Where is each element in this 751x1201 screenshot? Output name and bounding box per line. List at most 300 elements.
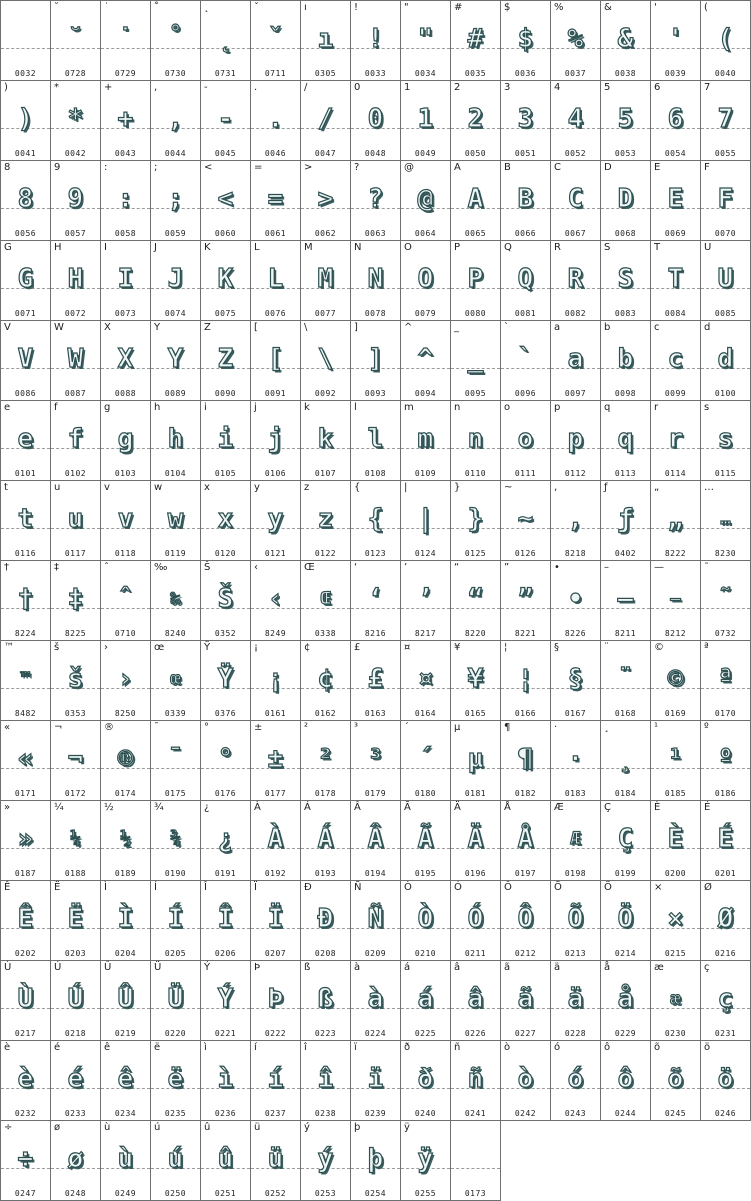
glyph-cell — [700, 640, 751, 721]
glyph-cell — [550, 1040, 601, 1121]
glyph-sample: è — [17, 1064, 34, 1094]
glyph-sample: $ — [517, 24, 534, 54]
glyph-label: = — [254, 162, 263, 173]
glyph-label: î — [304, 1042, 307, 1053]
glyph-cell — [300, 640, 351, 721]
glyph-cell — [500, 1040, 551, 1121]
glyph-code: 0063 — [364, 229, 387, 238]
glyph-cell — [150, 480, 201, 561]
glyph-sample: Ö — [617, 904, 634, 934]
glyph-code: 0085 — [714, 309, 737, 318]
glyph-cell — [650, 640, 701, 721]
glyph-cell — [350, 640, 401, 721]
glyph-cell — [0, 1040, 51, 1121]
glyph-sample: ä — [567, 984, 584, 1014]
glyph-cell — [100, 160, 151, 241]
glyph-label: Ú — [54, 962, 62, 973]
glyph-sample: d — [717, 344, 734, 374]
glyph-sample: ˛ — [217, 24, 234, 54]
glyph-cell — [200, 320, 251, 401]
glyph-code: 0248 — [64, 1189, 87, 1198]
glyph-cell — [450, 400, 501, 481]
glyph-sample: V — [17, 344, 34, 374]
glyph-code: 0112 — [564, 469, 587, 478]
glyph-label: z — [304, 482, 310, 493]
glyph-code: 0165 — [464, 709, 487, 718]
glyph-label: ÷ — [4, 1122, 13, 1133]
glyph-label: û — [204, 1122, 211, 1133]
glyph-cell — [550, 640, 601, 721]
glyph-code: 0710 — [114, 629, 137, 638]
glyph-cell — [150, 1040, 201, 1121]
glyph-code: 0065 — [464, 229, 487, 238]
glyph-sample: É — [717, 824, 734, 854]
glyph-code: 0183 — [564, 789, 587, 798]
glyph-label: º — [704, 722, 709, 733]
glyph-code: 0196 — [464, 869, 487, 878]
glyph-sample: - — [217, 104, 234, 134]
glyph-cell — [150, 240, 201, 321]
glyph-cell — [650, 0, 701, 81]
glyph-sample: A — [467, 184, 484, 214]
glyph-code: 0177 — [264, 789, 287, 798]
glyph-sample: w — [167, 504, 184, 534]
glyph-sample: ¾ — [170, 829, 181, 849]
glyph-sample: ¿ — [217, 824, 234, 854]
glyph-sample: ± — [267, 744, 284, 774]
glyph-cell — [50, 80, 101, 161]
glyph-label: ^ — [404, 322, 413, 333]
glyph-cell — [0, 720, 51, 801]
glyph-sample: ´ — [417, 744, 434, 774]
glyph-label: } — [454, 482, 461, 493]
glyph-label: + — [104, 82, 113, 93]
glyph-code: 0056 — [14, 229, 37, 238]
glyph-label: ‰ — [154, 562, 168, 573]
glyph-code: 0228 — [564, 1029, 587, 1038]
glyph-label: ) — [4, 82, 8, 93]
glyph-code: 0252 — [264, 1189, 287, 1198]
glyph-sample: ™ — [20, 669, 31, 689]
glyph-sample: Ÿ — [217, 664, 234, 694]
glyph-label: Õ — [554, 882, 562, 893]
glyph-sample: s — [717, 424, 734, 454]
glyph-label: ] — [354, 322, 358, 333]
glyph-label: ü — [254, 1122, 261, 1133]
glyph-cell — [650, 800, 701, 881]
glyph-sample: ô — [617, 1064, 634, 1094]
glyph-label: ¸ — [604, 722, 609, 733]
glyph-label: x — [204, 482, 210, 493]
glyph-cell — [250, 1120, 301, 1201]
glyph-cell — [350, 400, 401, 481]
glyph-sample: l — [367, 424, 384, 454]
glyph-sample: q — [617, 424, 634, 454]
glyph-cell — [500, 320, 551, 401]
glyph-sample: S — [617, 264, 634, 294]
glyph-cell — [700, 0, 751, 81]
glyph-cell — [700, 400, 751, 481]
glyph-sample: ß — [317, 984, 334, 1014]
glyph-cell — [200, 960, 251, 1041]
glyph-cell — [150, 320, 201, 401]
glyph-cell — [200, 0, 251, 81]
glyph-label: 9 — [54, 162, 61, 173]
glyph-label: w — [154, 482, 163, 493]
glyph-cell — [550, 80, 601, 161]
glyph-label: ¢ — [304, 642, 311, 653]
glyph-code: 0034 — [414, 69, 437, 78]
glyph-cell — [400, 160, 451, 241]
glyph-cell — [550, 160, 601, 241]
glyph-sample: 8 — [17, 184, 34, 214]
glyph-code: 0206 — [214, 949, 237, 958]
glyph-label: ¨ — [604, 642, 609, 653]
glyph-code: 0052 — [564, 149, 587, 158]
glyph-sample: † — [17, 584, 34, 614]
glyph-code: 0190 — [164, 869, 187, 878]
glyph-label: ƒ — [604, 482, 608, 493]
glyph-label: ˛ — [204, 2, 209, 13]
glyph-code: 8230 — [714, 549, 737, 558]
glyph-sample: + — [117, 104, 134, 134]
glyph-sample: Æ — [570, 829, 581, 849]
glyph-sample: à — [367, 984, 384, 1014]
glyph-code: 0120 — [214, 549, 237, 558]
glyph-code: 0195 — [414, 869, 437, 878]
glyph-sample: é — [67, 1064, 84, 1094]
glyph-sample: ù — [117, 1144, 134, 1174]
glyph-label: ; — [154, 162, 158, 173]
glyph-label: ý — [304, 1122, 310, 1133]
glyph-label: › — [104, 642, 108, 653]
glyph-code: 0170 — [714, 709, 737, 718]
glyph-cell — [600, 320, 651, 401]
glyph-sample: ¤ — [417, 664, 434, 694]
glyph-sample: ' — [667, 24, 684, 54]
glyph-code: 0207 — [264, 949, 287, 958]
glyph-code: 0210 — [414, 949, 437, 958]
glyph-label: ¾ — [154, 802, 164, 813]
glyph-code: 0050 — [464, 149, 487, 158]
glyph-code: 0033 — [364, 69, 387, 78]
glyph-label: & — [604, 2, 612, 13]
glyph-label: k — [304, 402, 310, 413]
glyph-code: 0053 — [614, 149, 637, 158]
glyph-label: A — [454, 162, 461, 173]
glyph-cell — [450, 320, 501, 401]
glyph-sample: Š — [217, 584, 234, 614]
glyph-sample: t — [17, 504, 34, 534]
glyph-code: 0100 — [714, 389, 737, 398]
glyph-code: 0091 — [264, 389, 287, 398]
glyph-label: [ — [254, 322, 258, 333]
glyph-cell — [700, 80, 751, 161]
glyph-cell — [400, 640, 451, 721]
glyph-sample: Ý — [217, 984, 234, 1014]
glyph-code: 0044 — [164, 149, 187, 158]
glyph-code: 0093 — [364, 389, 387, 398]
glyph-label: ’ — [404, 562, 408, 573]
glyph-sample: ® — [117, 744, 134, 774]
glyph-code: 0117 — [64, 549, 87, 558]
glyph-cell — [150, 960, 201, 1041]
glyph-sample: M — [317, 264, 334, 294]
glyph-label: S — [604, 242, 611, 253]
glyph-label: ø — [54, 1122, 61, 1133]
glyph-code: 8212 — [664, 629, 687, 638]
glyph-cell — [250, 880, 301, 961]
glyph-code: 0094 — [414, 389, 437, 398]
glyph-sample: e — [17, 424, 34, 454]
glyph-cell — [550, 560, 601, 641]
glyph-sample: ð — [417, 1064, 434, 1094]
glyph-sample: k — [317, 424, 334, 454]
glyph-cell — [300, 1120, 351, 1201]
glyph-label: ß — [304, 962, 311, 973]
glyph-label: V — [4, 322, 11, 333]
glyph-label: 0 — [354, 82, 361, 93]
glyph-code: 0116 — [14, 549, 37, 558]
glyph-label: 5 — [604, 82, 611, 93]
glyph-cell — [350, 880, 401, 961]
glyph-cell — [0, 400, 51, 481]
glyph-code: 0179 — [364, 789, 387, 798]
glyph-label: “ — [454, 562, 460, 573]
glyph-label: 4 — [554, 82, 561, 93]
glyph-sample: I — [117, 264, 134, 294]
glyph-sample: % — [567, 24, 584, 54]
glyph-label: ? — [354, 162, 360, 173]
glyph-label: £ — [354, 642, 361, 653]
glyph-sample: Ì — [117, 904, 134, 934]
glyph-cell — [600, 240, 651, 321]
glyph-code: 0220 — [164, 1029, 187, 1038]
glyph-cell — [450, 880, 501, 961]
glyph-code: 0121 — [264, 549, 287, 558]
glyph-code: 0164 — [414, 709, 437, 718]
glyph-code: 0048 — [364, 149, 387, 158]
glyph-code: 0247 — [14, 1189, 37, 1198]
glyph-cell — [200, 480, 251, 561]
glyph-sample: # — [467, 24, 484, 54]
glyph-cell — [100, 0, 151, 81]
glyph-code: 0225 — [414, 1029, 437, 1038]
glyph-sample: ê — [117, 1064, 134, 1094]
glyph-cell — [650, 1040, 701, 1121]
glyph-cell — [400, 0, 451, 81]
glyph-label: H — [54, 242, 62, 253]
glyph-cell — [350, 320, 401, 401]
glyph-sample: u — [67, 504, 84, 534]
glyph-cell — [100, 400, 151, 481]
glyph-label: G — [4, 242, 12, 253]
glyph-cell — [500, 720, 551, 801]
glyph-label: ó — [554, 1042, 561, 1053]
glyph-sample: Ê — [17, 904, 34, 934]
glyph-sample: … — [720, 509, 731, 529]
glyph-label: ® — [104, 722, 114, 733]
glyph-cell — [300, 320, 351, 401]
glyph-label: « — [4, 722, 11, 733]
glyph-label: j — [254, 402, 257, 413]
glyph-code: 0242 — [514, 1109, 537, 1118]
glyph-code: 0054 — [664, 149, 687, 158]
glyph-label: à — [354, 962, 361, 973]
glyph-code: 0045 — [214, 149, 237, 158]
glyph-sample: ö — [717, 1064, 734, 1094]
glyph-label: ã — [504, 962, 511, 973]
glyph-sample: Ù — [17, 984, 34, 1014]
glyph-sample: ’ — [417, 584, 434, 614]
glyph-cell — [250, 1040, 301, 1121]
glyph-sample: Ë — [67, 904, 84, 934]
glyph-sample: | — [417, 504, 434, 534]
glyph-code: 0239 — [364, 1109, 387, 1118]
glyph-cell — [500, 800, 551, 881]
glyph-cell — [250, 160, 301, 241]
glyph-sample: Õ — [567, 904, 584, 934]
glyph-code: 0101 — [14, 469, 37, 478]
glyph-cell — [250, 240, 301, 321]
glyph-label: 6 — [654, 82, 661, 93]
glyph-sample: Î — [217, 904, 234, 934]
glyph-sample: / — [317, 104, 334, 134]
glyph-code: 0402 — [614, 549, 637, 558]
glyph-label: ä — [554, 962, 561, 973]
glyph-sample: c — [667, 344, 684, 374]
glyph-code: 0113 — [614, 469, 637, 478]
glyph-code: 0084 — [664, 309, 687, 318]
glyph-code: 8226 — [564, 629, 587, 638]
glyph-code: 0174 — [114, 789, 137, 798]
glyph-code: 8240 — [164, 629, 187, 638]
glyph-code: 8482 — [14, 709, 37, 718]
glyph-label: ¶ — [504, 722, 511, 733]
glyph-label: d — [704, 322, 711, 333]
glyph-label: Ç — [604, 802, 611, 813]
glyph-label: l — [354, 402, 357, 413]
glyph-code: 0083 — [614, 309, 637, 318]
glyph-sample: : — [117, 184, 134, 214]
glyph-cell — [50, 640, 101, 721]
glyph-code: 0064 — [414, 229, 437, 238]
glyph-code: 0057 — [64, 229, 87, 238]
glyph-code: 0249 — [114, 1189, 137, 1198]
glyph-label: † — [4, 562, 9, 573]
glyph-label: Ð — [304, 882, 312, 893]
glyph-sample: p — [567, 424, 584, 454]
glyph-label: o — [504, 402, 511, 413]
glyph-sample: ò — [517, 1064, 534, 1094]
glyph-cell — [200, 160, 251, 241]
glyph-code: 0250 — [164, 1189, 187, 1198]
glyph-code: 0200 — [664, 869, 687, 878]
glyph-code: 0042 — [64, 149, 87, 158]
glyph-cell — [300, 0, 351, 81]
glyph-label: / — [304, 82, 308, 93]
glyph-label: > — [304, 162, 313, 173]
glyph-sample: ø — [67, 1144, 84, 1174]
glyph-sample: ^ — [417, 344, 434, 374]
glyph-code: 0060 — [214, 229, 237, 238]
glyph-label: š — [54, 642, 60, 653]
glyph-sample: ı — [317, 24, 334, 54]
glyph-code: 0711 — [264, 69, 287, 78]
glyph-code: 0082 — [564, 309, 587, 318]
glyph-label: ¯ — [154, 722, 159, 733]
glyph-label: B — [504, 162, 511, 173]
glyph-code: 0204 — [114, 949, 137, 958]
glyph-label: { — [354, 482, 361, 493]
glyph-code: 0066 — [514, 229, 537, 238]
glyph-cell — [300, 1040, 351, 1121]
glyph-cell — [650, 400, 701, 481]
glyph-code: 0226 — [464, 1029, 487, 1038]
glyph-cell — [200, 560, 251, 641]
glyph-label: ë — [154, 1042, 161, 1053]
glyph-sample: § — [567, 664, 584, 694]
glyph-sample: Y — [167, 344, 184, 374]
glyph-sample: ( — [717, 24, 734, 54]
glyph-code: 0169 — [664, 709, 687, 718]
glyph-label: O — [404, 242, 412, 253]
glyph-code: 0729 — [114, 69, 137, 78]
glyph-label: Œ — [304, 562, 315, 573]
glyph-cell — [250, 560, 301, 641]
glyph-label: ( — [704, 2, 708, 13]
glyph-label: » — [4, 802, 11, 813]
glyph-code: 0115 — [714, 469, 737, 478]
glyph-sample: – — [617, 584, 634, 614]
glyph-code: 0055 — [714, 149, 737, 158]
glyph-label: Ã — [404, 802, 411, 813]
glyph-cell — [650, 720, 701, 801]
glyph-cell — [200, 880, 251, 961]
glyph-code: 0246 — [714, 1109, 737, 1118]
glyph-code: 0732 — [714, 629, 737, 638]
glyph-cell — [400, 800, 451, 881]
glyph-cell — [400, 880, 451, 961]
glyph-sample: ¡ — [267, 664, 284, 694]
glyph-code: 0338 — [314, 629, 337, 638]
glyph-code: 0216 — [714, 949, 737, 958]
glyph-code: 0173 — [464, 1189, 487, 1198]
glyph-cell — [300, 880, 351, 961]
glyph-label: ™ — [4, 642, 14, 653]
glyph-label: Å — [504, 802, 511, 813]
glyph-cell — [100, 960, 151, 1041]
glyph-cell — [50, 320, 101, 401]
glyph-sample: C — [567, 184, 584, 214]
glyph-code: 0075 — [214, 309, 237, 318]
glyph-sample: ¨ — [617, 664, 634, 694]
glyph-cell — [650, 480, 701, 561]
glyph-cell — [500, 400, 551, 481]
glyph-label: 1 — [404, 82, 411, 93]
glyph-code: 0097 — [564, 389, 587, 398]
glyph-code: 0118 — [114, 549, 137, 558]
glyph-sample: ñ — [467, 1064, 484, 1094]
glyph-label: U — [704, 242, 712, 253]
glyph-label: … — [704, 482, 714, 493]
glyph-label: I — [104, 242, 107, 253]
glyph-cell — [300, 240, 351, 321]
glyph-cell — [350, 1040, 401, 1121]
glyph-label: ¼ — [54, 802, 64, 813]
glyph-label: ò — [504, 1042, 511, 1053]
glyph-sample: 2 — [467, 104, 484, 134]
